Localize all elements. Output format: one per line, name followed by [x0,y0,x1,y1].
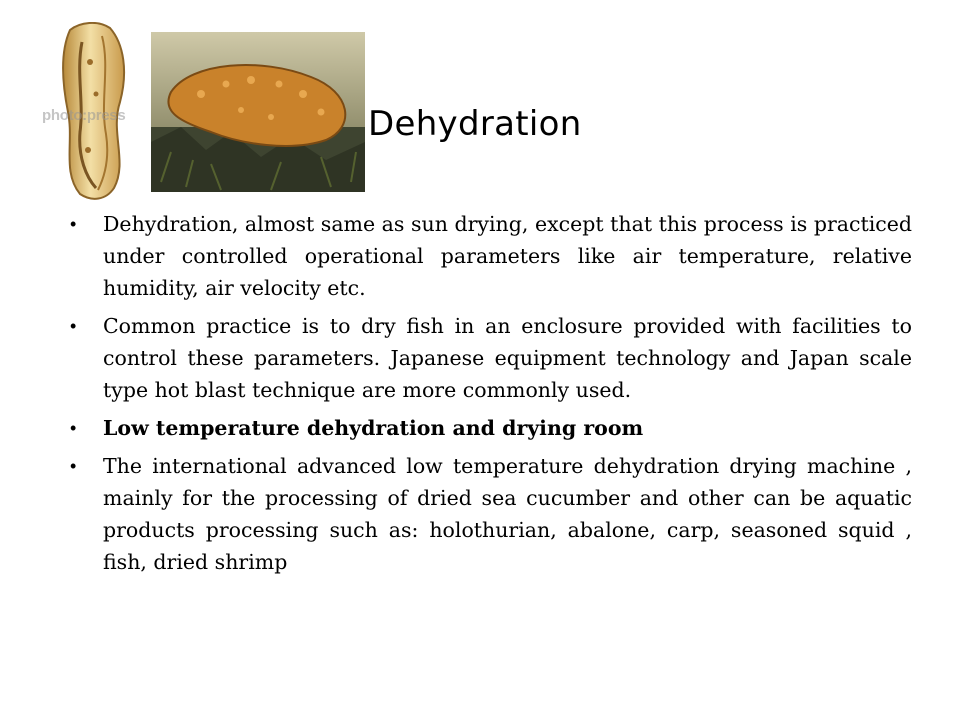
slide-title: Dehydration [368,104,582,144]
bullet-dot: • [70,214,77,234]
bullet-text: Low temperature dehydration and drying room [103,416,644,440]
bullet-text: Common practice is to dry fish in an enclosure provided with facilities to control these parameters. Japanese equipment technology and Japan scale type hot blast technique are more commonly used. [103,314,912,402]
bullet-dot: • [70,418,77,438]
bullet-text: Dehydration, almost same as sun drying, except that this process is practiced under controlled operational parameters like air temperature, relative humidity, air velocity etc. [103,212,912,300]
bullet-item [70,412,912,444]
live-sea-cucumber-image [151,32,365,192]
bullet-dot: • [70,456,77,476]
bullet-dot: • [70,316,77,336]
bullet-item [70,450,912,578]
bullet-list [70,208,912,584]
bullet-text: The international advanced low temperature dehydration drying machine , mainly for the processing of dried sea cucumber and other can be aquatic products processing such as: holothurian, abalone, carp, seasoned squid , fish, dried shrimp [103,454,912,574]
photo-watermark: photo:press [42,107,126,124]
bullet-item [70,208,912,304]
bullet-item [70,310,912,406]
